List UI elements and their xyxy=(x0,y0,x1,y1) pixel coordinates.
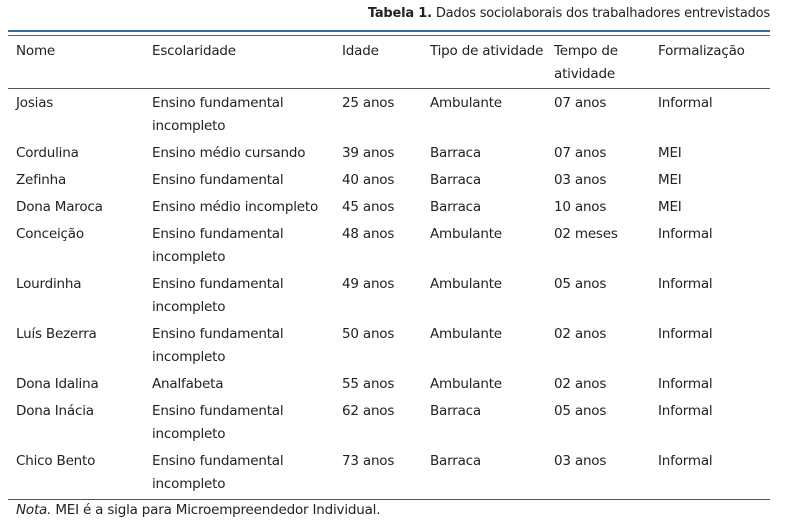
cell-formalizacao: Informal xyxy=(650,449,770,500)
table-row xyxy=(8,399,770,449)
cell-tempo-de-atividade: 10 anos xyxy=(554,199,607,215)
cell-tipo-de-atividade: Ambulante xyxy=(430,276,502,292)
table-row xyxy=(8,141,770,168)
cell-idade: 25 anos xyxy=(342,95,395,111)
cell-tipo-de-atividade: Barraca xyxy=(430,172,481,188)
table-caption xyxy=(368,6,770,21)
cell-idade: 45 anos xyxy=(342,199,395,215)
table-note-label: Nota. xyxy=(16,502,52,518)
cell-tempo-de-atividade: 03 anos xyxy=(546,449,650,500)
cell-tempo-de-atividade: 07 anos xyxy=(554,145,607,161)
cell-idade: 62 anos xyxy=(342,403,395,419)
cell-tipo-de-atividade: Ambulante xyxy=(430,226,502,242)
cell-tipo-de-atividade: Ambulante xyxy=(430,376,502,392)
cell-tempo-de-atividade: 07 anos xyxy=(554,95,607,111)
cell-nome: Chico Bento xyxy=(8,449,144,500)
cell-escolaridade: Analfabeta xyxy=(152,376,224,392)
cell-tempo-de-atividade: 02 anos xyxy=(554,376,607,392)
cell-idade: 55 anos xyxy=(342,376,395,392)
cell-nome: Dona Inácia xyxy=(16,403,94,419)
cell-formalizacao: Informal xyxy=(658,226,713,242)
column-header-nome: Nome xyxy=(8,37,144,89)
cell-idade: 39 anos xyxy=(342,145,395,161)
cell-tipo-de-atividade: Barraca xyxy=(430,403,481,419)
table-caption-label: Tabela 1. xyxy=(367,6,432,21)
table-row xyxy=(8,372,770,399)
table-body xyxy=(8,89,770,500)
cell-tempo-de-atividade: 05 anos xyxy=(554,276,607,292)
cell-nome: Dona Maroca xyxy=(16,199,103,215)
cell-nome: Lourdinha xyxy=(16,276,82,292)
cell-nome: Luís Bezerra xyxy=(16,326,97,342)
cell-idade: 73 anos xyxy=(334,449,422,500)
cell-formalizacao: MEI xyxy=(658,172,682,188)
cell-formalizacao: Informal xyxy=(658,403,713,419)
cell-escolaridade: Ensino fundamental incompleto xyxy=(144,449,334,500)
cell-idade: 50 anos xyxy=(342,326,395,342)
table-header xyxy=(8,37,770,89)
cell-idade: 48 anos xyxy=(342,226,395,242)
cell-tipo-de-atividade: Ambulante xyxy=(430,95,502,111)
cell-nome: Conceição xyxy=(16,226,84,242)
cell-nome: Josias xyxy=(16,95,54,111)
cell-escolaridade: Ensino fundamental incompleto xyxy=(152,276,284,315)
cell-idade: 40 anos xyxy=(342,172,395,188)
column-header-idade: Idade xyxy=(334,37,422,89)
cell-formalizacao: MEI xyxy=(658,199,682,215)
cell-formalizacao: Informal xyxy=(658,376,713,392)
table-row xyxy=(8,322,770,372)
cell-escolaridade: Ensino fundamental incompleto xyxy=(152,403,284,442)
cell-tipo-de-atividade: Barraca xyxy=(422,449,546,500)
top-rule xyxy=(8,30,770,32)
cell-tempo-de-atividade: 02 anos xyxy=(554,326,607,342)
cell-escolaridade: Ensino fundamental xyxy=(152,172,284,188)
table-row xyxy=(8,89,770,142)
cell-tipo-de-atividade: Barraca xyxy=(430,199,481,215)
table-note-text: MEI é a sigla para Microempreendedor Individual. xyxy=(55,502,381,518)
cell-nome: Cordulina xyxy=(16,145,79,161)
cell-tempo-de-atividade: 03 anos xyxy=(554,172,607,188)
column-header-tempo-de-atividade: Tempo de atividade xyxy=(546,37,650,89)
cell-formalizacao: Informal xyxy=(658,276,713,292)
cell-tempo-de-atividade: 05 anos xyxy=(554,403,607,419)
table-note xyxy=(16,502,380,518)
cell-formalizacao: MEI xyxy=(658,145,682,161)
header-row xyxy=(8,37,770,89)
cell-escolaridade: Ensino fundamental incompleto xyxy=(152,326,284,365)
cell-escolaridade: Ensino fundamental incompleto xyxy=(152,226,284,265)
cell-tempo-de-atividade: 02 meses xyxy=(554,226,618,242)
cell-nome: Dona Idalina xyxy=(16,376,99,392)
table-row xyxy=(8,168,770,195)
column-header-tipo-de-atividade: Tipo de atividade xyxy=(422,37,546,89)
table-caption-title: Dados sociolaborais dos trabalhadores entrevistados xyxy=(435,6,770,21)
cell-idade: 49 anos xyxy=(342,276,395,292)
table-row xyxy=(8,449,770,500)
cell-escolaridade: Ensino fundamental incompleto xyxy=(152,95,284,134)
cell-formalizacao: Informal xyxy=(658,95,713,111)
table-row xyxy=(8,272,770,322)
table-row xyxy=(8,222,770,272)
cell-nome: Zefinha xyxy=(16,172,67,188)
cell-escolaridade: Ensino médio cursando xyxy=(152,145,306,161)
cell-tipo-de-atividade: Ambulante xyxy=(430,326,502,342)
table-row xyxy=(8,195,770,222)
column-header-formalizacao: Formalização xyxy=(650,37,770,89)
workers-table xyxy=(8,37,770,500)
cell-formalizacao: Informal xyxy=(658,326,713,342)
cell-escolaridade: Ensino médio incompleto xyxy=(152,199,319,215)
top-rule-thin xyxy=(8,35,770,36)
cell-tipo-de-atividade: Barraca xyxy=(430,145,481,161)
column-header-escolaridade: Escolaridade xyxy=(144,37,334,89)
